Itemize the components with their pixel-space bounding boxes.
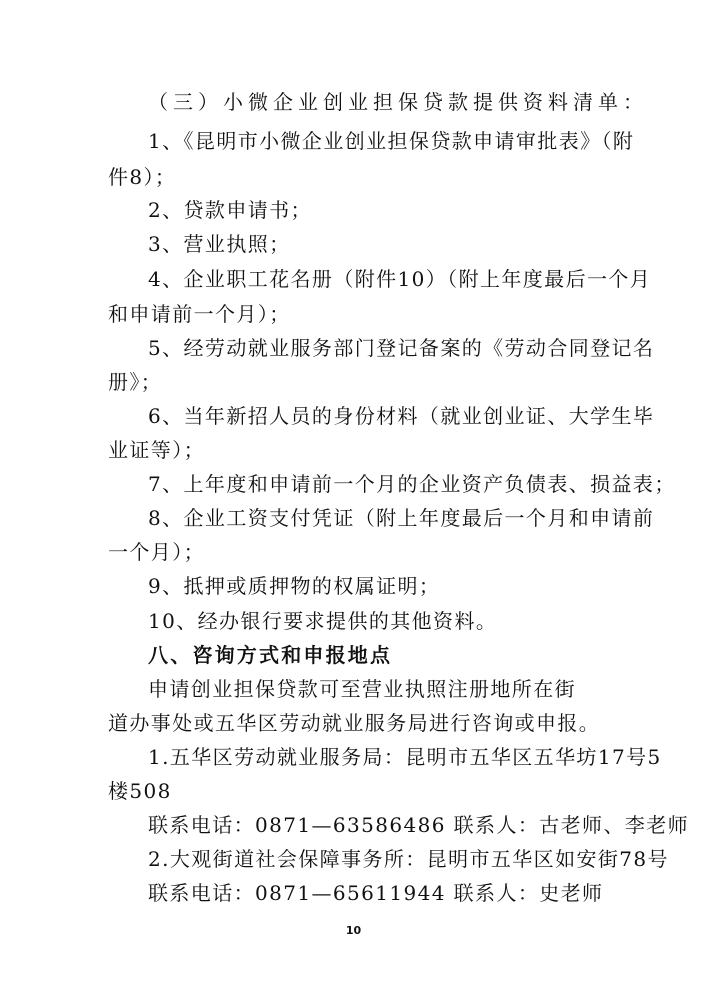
contact-1-phone: 联系电话：0871—63586486 联系人：古老师、李老师: [148, 813, 690, 837]
paragraph-line-2: 道办事处或五华区劳动就业服务局进行咨询或申报。: [108, 711, 601, 735]
list-item-5: 5、经劳动就业服务部门登记备案的《劳动合同登记名: [148, 336, 655, 360]
list-item-8-cont: 一个月）；: [108, 540, 205, 564]
contact-2-phone: 联系电话：0871—65611944 联系人：史老师: [148, 881, 604, 905]
list-item-6: 6、当年新招人员的身份材料（就业创业证、大学生毕: [148, 404, 655, 428]
list-item-4-cont: 和申请前一个月）；: [108, 302, 291, 326]
page-number: 10: [345, 924, 362, 937]
list-item-10: 10、经办银行要求提供的其他资料。: [148, 609, 498, 633]
contact-1-address-cont: 楼508: [108, 779, 172, 803]
list-item-9: 9、抵押或质押物的权属证明；: [148, 574, 441, 598]
list-item-7: 7、上年度和申请前一个月的企业资产负债表、损益表；: [148, 472, 676, 496]
list-item-3: 3、营业执照；: [148, 232, 291, 256]
contact-2-address: 2.大观街道社会保障事务所：昆明市五华区如安街78号: [148, 847, 669, 871]
list-item-8: 8、企业工资支付凭证（附上年度最后一个月和申请前: [148, 506, 655, 530]
list-item-4: 4、企业职工花名册（附件10）（附上年度最后一个月: [148, 267, 652, 291]
list-item-1: 1、《昆明市小微企业创业担保贷款申请审批表》（附: [148, 129, 635, 153]
list-item-6-cont: 业证等）；: [108, 438, 205, 462]
section-heading: 八、咨询方式和申报地点: [148, 643, 393, 667]
contact-1-address: 1.五华区劳动就业服务局：昆明市五华区五华坊17号5: [148, 745, 662, 769]
list-item-5-cont: 册》；: [108, 370, 163, 394]
paragraph-line-1: 申请创业担保贷款可至营业执照注册地所在街: [148, 677, 576, 701]
subsection-heading: （三）小微企业创业担保贷款提供资料清单：: [148, 90, 648, 114]
list-item-2: 2、贷款申请书；: [148, 198, 312, 222]
list-item-1-cont: 件8）；: [108, 165, 177, 189]
